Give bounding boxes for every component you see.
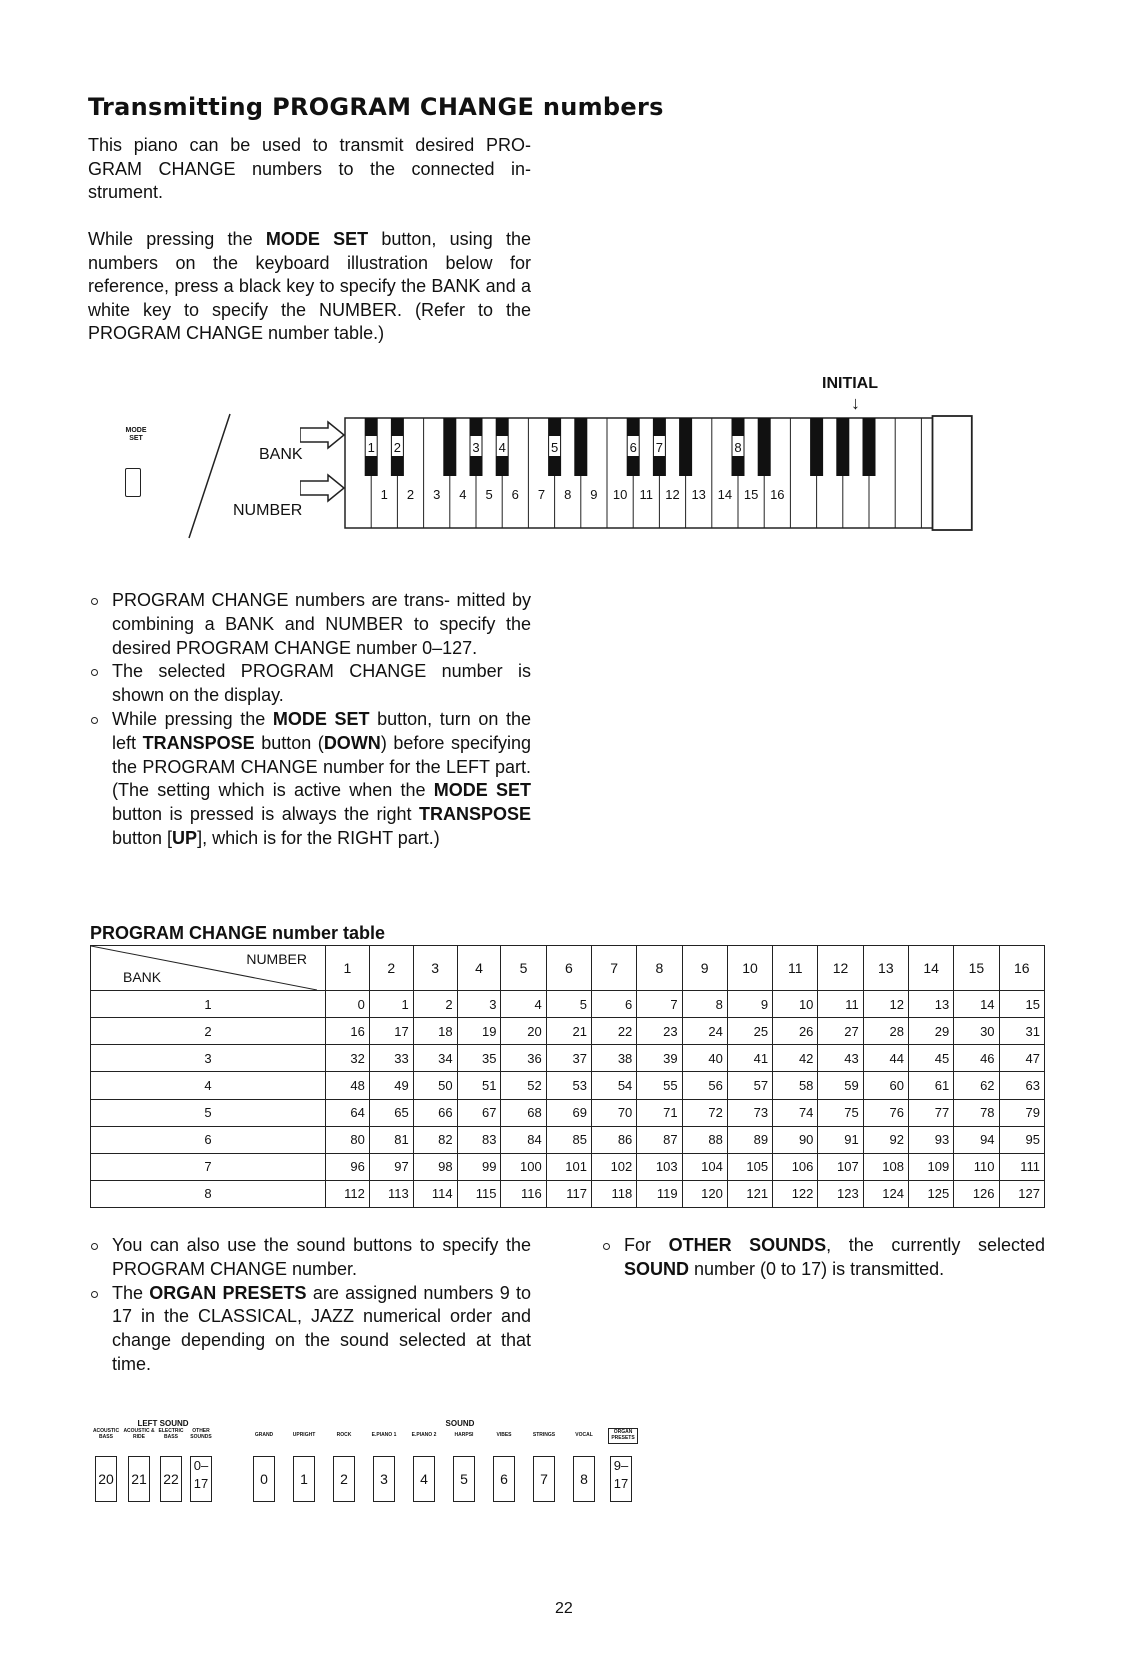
divider-slash xyxy=(185,412,235,540)
value-cell: 127 xyxy=(999,1180,1044,1207)
value-cell: 74 xyxy=(773,1099,818,1126)
value-cell: 43 xyxy=(818,1045,863,1072)
intro-paragraph: This piano can be used to transmit desired PRO- GRAM CHANGE numbers to the connected in- strument. xyxy=(88,135,531,202)
black-key xyxy=(863,418,876,476)
bank-key-label: 6 xyxy=(629,440,637,455)
left-sound-button[interactable]: 0–17 xyxy=(190,1456,212,1502)
value-cell: 29 xyxy=(908,1018,953,1045)
value-cell: 103 xyxy=(637,1153,682,1180)
number-key-label: 9 xyxy=(590,487,598,502)
sound-label: STRINGS xyxy=(532,1432,556,1438)
black-key xyxy=(810,418,823,476)
value-cell: 1 xyxy=(369,991,413,1018)
value-cell: 119 xyxy=(637,1180,682,1207)
list-item: The selected PROGRAM CHANGE number is shown on the display. xyxy=(88,660,531,708)
value-cell: 88 xyxy=(682,1126,727,1153)
bank-label: BANK xyxy=(259,446,303,463)
value-cell: 47 xyxy=(999,1045,1044,1072)
value-cell: 75 xyxy=(818,1099,863,1126)
value-cell: 77 xyxy=(908,1099,953,1126)
value-cell: 42 xyxy=(773,1045,818,1072)
value-cell: 66 xyxy=(413,1099,457,1126)
mode-set-button[interactable] xyxy=(125,468,141,497)
list-item: While pressing the MODE SET button, turn on the left TRANSPOSE button (DOWN) before specifying the PROGRAM CHANGE number for the LEFT part. (The setting which is active when the MODE SET button is pressed is always the right TRANSPOSE button [UP], which is for the RIGHT part.) xyxy=(88,708,531,851)
sound-label: GRAND xyxy=(254,1432,274,1438)
value-cell: 62 xyxy=(954,1072,999,1099)
sound-button[interactable]: 3 xyxy=(373,1456,395,1502)
value-cell: 7 xyxy=(637,991,682,1018)
program-change-notes xyxy=(88,589,531,851)
value-cell: 48 xyxy=(326,1072,370,1099)
keyboard-illustration xyxy=(300,410,1005,540)
value-cell: 107 xyxy=(818,1153,863,1180)
bank-key-label: 5 xyxy=(550,440,559,455)
value-cell: 85 xyxy=(546,1126,591,1153)
table-header-row xyxy=(91,946,1045,991)
value-cell: 80 xyxy=(326,1126,370,1153)
value-cell: 124 xyxy=(863,1180,908,1207)
instruction-paragraph: While pressing the MODE SET button, using the numbers on the keyboard illustration below for reference, press a black key to specify the BANK and a white key to specify the NUMBER. (Refer to the PROGRAM CHANGE number table.) xyxy=(88,229,531,343)
value-cell: 91 xyxy=(818,1126,863,1153)
value-cell: 79 xyxy=(999,1099,1044,1126)
value-cell: 109 xyxy=(908,1153,953,1180)
value-cell: 117 xyxy=(546,1180,591,1207)
bank-arrow-icon xyxy=(300,422,344,448)
value-cell: 70 xyxy=(592,1099,637,1126)
black-key xyxy=(574,418,587,476)
number-key-label: 15 xyxy=(743,487,759,502)
bank-cell: 7 xyxy=(91,1153,326,1180)
column-header: 8 xyxy=(637,946,682,991)
value-cell: 22 xyxy=(592,1018,637,1045)
value-cell: 61 xyxy=(908,1072,953,1099)
sound-label: ROCK xyxy=(336,1432,352,1438)
value-cell: 110 xyxy=(954,1153,999,1180)
value-cell: 28 xyxy=(863,1018,908,1045)
value-cell: 3 xyxy=(457,991,501,1018)
value-cell: 68 xyxy=(501,1099,546,1126)
sound-button[interactable]: 7 xyxy=(533,1456,555,1502)
value-cell: 18 xyxy=(413,1018,457,1045)
value-cell: 44 xyxy=(863,1045,908,1072)
table-row xyxy=(91,1099,1045,1126)
keyboard-body xyxy=(345,418,952,528)
sound-button[interactable]: 6 xyxy=(493,1456,515,1502)
column-header: 3 xyxy=(413,946,457,991)
number-axis-label: NUMBER xyxy=(246,951,307,967)
number-label: NUMBER xyxy=(233,502,303,519)
value-cell: 41 xyxy=(727,1045,772,1072)
value-cell: 20 xyxy=(501,1018,546,1045)
value-cell: 90 xyxy=(773,1126,818,1153)
column-header: 11 xyxy=(773,946,818,991)
value-cell: 89 xyxy=(727,1126,772,1153)
left-sound-label: ACOUSTIC & RIDE xyxy=(123,1428,155,1440)
value-cell: 55 xyxy=(637,1072,682,1099)
other-sounds-note xyxy=(600,1234,1045,1282)
sound-button[interactable]: 9–17 xyxy=(610,1456,632,1502)
value-cell: 52 xyxy=(501,1072,546,1099)
value-cell: 100 xyxy=(501,1153,546,1180)
value-cell: 13 xyxy=(908,991,953,1018)
value-cell: 34 xyxy=(413,1045,457,1072)
value-cell: 121 xyxy=(727,1180,772,1207)
value-cell: 113 xyxy=(369,1180,413,1207)
value-cell: 2 xyxy=(413,991,457,1018)
value-cell: 72 xyxy=(682,1099,727,1126)
left-sound-button[interactable]: 20 xyxy=(95,1456,117,1502)
value-cell: 86 xyxy=(592,1126,637,1153)
value-cell: 40 xyxy=(682,1045,727,1072)
column-header: 5 xyxy=(501,946,546,991)
value-cell: 63 xyxy=(999,1072,1044,1099)
list-item: For OTHER SOUNDS, the currently selected SOUND number (0 to 17) is transmitted. xyxy=(600,1234,1045,1282)
column-header: 2 xyxy=(369,946,413,991)
value-cell: 98 xyxy=(413,1153,457,1180)
value-cell: 99 xyxy=(457,1153,501,1180)
value-cell: 123 xyxy=(818,1180,863,1207)
sound-label: E.PIANO 2 xyxy=(411,1432,437,1438)
value-cell: 101 xyxy=(546,1153,591,1180)
value-cell: 65 xyxy=(369,1099,413,1126)
value-cell: 54 xyxy=(592,1072,637,1099)
black-key xyxy=(758,418,771,476)
value-cell: 96 xyxy=(326,1153,370,1180)
value-cell: 56 xyxy=(682,1072,727,1099)
table-row xyxy=(91,991,1045,1018)
bank-key-label: 1 xyxy=(367,440,375,455)
value-cell: 36 xyxy=(501,1045,546,1072)
value-cell: 6 xyxy=(592,991,637,1018)
list-item: You can also use the sound buttons to specify the PROGRAM CHANGE number. xyxy=(88,1234,531,1282)
value-cell: 67 xyxy=(457,1099,501,1126)
value-cell: 30 xyxy=(954,1018,999,1045)
sound-title: SOUND xyxy=(445,1419,475,1428)
value-cell: 102 xyxy=(592,1153,637,1180)
sound-button[interactable]: 8 xyxy=(573,1456,595,1502)
left-sound-button[interactable]: 21 xyxy=(128,1456,150,1502)
value-cell: 64 xyxy=(326,1099,370,1126)
value-cell: 51 xyxy=(457,1072,501,1099)
value-cell: 69 xyxy=(546,1099,591,1126)
sound-button[interactable]: 1 xyxy=(293,1456,315,1502)
value-cell: 97 xyxy=(369,1153,413,1180)
value-cell: 120 xyxy=(682,1180,727,1207)
bank-key-label: 2 xyxy=(393,440,402,455)
value-cell: 94 xyxy=(954,1126,999,1153)
value-cell: 0 xyxy=(326,991,370,1018)
value-cell: 84 xyxy=(501,1126,546,1153)
sound-button-panel xyxy=(90,1428,680,1508)
value-cell: 92 xyxy=(863,1126,908,1153)
bank-cell: 6 xyxy=(91,1126,326,1153)
value-cell: 16 xyxy=(326,1018,370,1045)
sound-label: UPRIGHT xyxy=(292,1432,316,1438)
initial-label: INITIAL xyxy=(822,375,878,392)
value-cell: 58 xyxy=(773,1072,818,1099)
value-cell: 38 xyxy=(592,1045,637,1072)
table-caption: PROGRAM CHANGE number table xyxy=(90,923,386,943)
table-row xyxy=(91,1126,1045,1153)
number-key-label: 1 xyxy=(380,487,388,502)
left-sound-label: ELECTRIC BASS xyxy=(158,1428,184,1440)
value-cell: 26 xyxy=(773,1018,818,1045)
value-cell: 49 xyxy=(369,1072,413,1099)
value-cell: 31 xyxy=(999,1018,1044,1045)
black-key xyxy=(443,418,456,476)
bank-key-label: 4 xyxy=(498,440,506,455)
table-row xyxy=(91,1153,1045,1180)
column-header: 9 xyxy=(682,946,727,991)
column-header: 16 xyxy=(999,946,1044,991)
page-number: 22 xyxy=(555,1600,573,1617)
value-cell: 9 xyxy=(727,991,772,1018)
number-key-label: 2 xyxy=(406,487,415,502)
value-cell: 83 xyxy=(457,1126,501,1153)
value-cell: 46 xyxy=(954,1045,999,1072)
column-header: 10 xyxy=(727,946,772,991)
program-change-table xyxy=(90,945,1045,1208)
black-key xyxy=(679,418,692,476)
value-cell: 108 xyxy=(863,1153,908,1180)
number-key-label: 5 xyxy=(485,487,493,502)
value-cell: 125 xyxy=(908,1180,953,1207)
value-cell: 111 xyxy=(999,1153,1044,1180)
value-cell: 59 xyxy=(818,1072,863,1099)
value-cell: 82 xyxy=(413,1126,457,1153)
value-cell: 50 xyxy=(413,1072,457,1099)
value-cell: 37 xyxy=(546,1045,591,1072)
value-cell: 33 xyxy=(369,1045,413,1072)
value-cell: 32 xyxy=(326,1045,370,1072)
column-header: 1 xyxy=(326,946,370,991)
value-cell: 95 xyxy=(999,1126,1044,1153)
number-key-label: 3 xyxy=(433,487,441,502)
sound-button-notes xyxy=(88,1234,531,1377)
column-header: 6 xyxy=(546,946,591,991)
value-cell: 122 xyxy=(773,1180,818,1207)
value-cell: 114 xyxy=(413,1180,457,1207)
bank-cell: 4 xyxy=(91,1072,326,1099)
bank-cell: 1 xyxy=(91,991,326,1018)
initial-key xyxy=(933,416,972,530)
value-cell: 115 xyxy=(457,1180,501,1207)
column-header: 7 xyxy=(592,946,637,991)
value-cell: 73 xyxy=(727,1099,772,1126)
bank-key-label: 8 xyxy=(734,440,742,455)
bank-key-label: 3 xyxy=(472,440,480,455)
value-cell: 39 xyxy=(637,1045,682,1072)
bank-cell: 8 xyxy=(91,1180,326,1207)
value-cell: 27 xyxy=(818,1018,863,1045)
value-cell: 81 xyxy=(369,1126,413,1153)
left-sound-label: OTHER SOUNDS xyxy=(190,1428,212,1440)
value-cell: 116 xyxy=(501,1180,546,1207)
table-row xyxy=(91,1018,1045,1045)
mode-set-label: MODE SET xyxy=(125,427,147,442)
left-sound-button[interactable]: 22 xyxy=(160,1456,182,1502)
left-sound-label: ACOUSTIC BASS xyxy=(92,1428,120,1440)
value-cell: 4 xyxy=(501,991,546,1018)
left-sound-title: LEFT SOUND xyxy=(137,1419,189,1428)
value-cell: 15 xyxy=(999,991,1044,1018)
sound-label: E.PIANO 1 xyxy=(371,1432,397,1438)
sound-button[interactable]: 2 xyxy=(333,1456,355,1502)
value-cell: 8 xyxy=(682,991,727,1018)
value-cell: 57 xyxy=(727,1072,772,1099)
value-cell: 71 xyxy=(637,1099,682,1126)
value-cell: 78 xyxy=(954,1099,999,1126)
page-title: Transmitting PROGRAM CHANGE numbers xyxy=(88,93,664,121)
number-arrow-icon xyxy=(300,475,344,501)
value-cell: 104 xyxy=(682,1153,727,1180)
value-cell: 17 xyxy=(369,1018,413,1045)
value-cell: 5 xyxy=(546,991,591,1018)
number-key-label: 7 xyxy=(537,487,546,502)
table-row xyxy=(91,1072,1045,1099)
table-row xyxy=(91,1180,1045,1207)
value-cell: 10 xyxy=(773,991,818,1018)
sound-label: HARPSI xyxy=(454,1432,474,1438)
value-cell: 14 xyxy=(954,991,999,1018)
value-cell: 126 xyxy=(954,1180,999,1207)
sound-label: VOCAL xyxy=(575,1432,593,1438)
sound-button[interactable]: 4 xyxy=(413,1456,435,1502)
number-key-label: 4 xyxy=(459,487,467,502)
bank-axis-label: BANK xyxy=(123,969,162,986)
column-header: 15 xyxy=(954,946,999,991)
value-cell: 24 xyxy=(682,1018,727,1045)
value-cell: 45 xyxy=(908,1045,953,1072)
bank-cell: 5 xyxy=(91,1099,326,1126)
value-cell: 76 xyxy=(863,1099,908,1126)
sound-button[interactable]: 0 xyxy=(253,1456,275,1502)
table-corner-cell xyxy=(91,946,326,991)
value-cell: 87 xyxy=(637,1126,682,1153)
value-cell: 25 xyxy=(727,1018,772,1045)
value-cell: 11 xyxy=(818,991,863,1018)
column-header: 12 xyxy=(818,946,863,991)
value-cell: 21 xyxy=(546,1018,591,1045)
number-key-label: 13 xyxy=(691,487,706,502)
table-row xyxy=(91,1045,1045,1072)
black-key xyxy=(836,418,849,476)
number-key-label: 8 xyxy=(564,487,572,502)
number-key-label: 11 xyxy=(639,487,654,502)
value-cell: 53 xyxy=(546,1072,591,1099)
initial-arrow-icon: ↓ xyxy=(851,393,860,413)
number-key-label: 6 xyxy=(511,487,519,502)
column-header: 14 xyxy=(908,946,953,991)
organ-presets-label: ORGAN PRESETS xyxy=(608,1428,638,1444)
bank-cell: 2 xyxy=(91,1018,326,1045)
value-cell: 23 xyxy=(637,1018,682,1045)
value-cell: 60 xyxy=(863,1072,908,1099)
list-item: PROGRAM CHANGE numbers are trans- mitted by combining a BANK and NUMBER to specify the desired PROGRAM CHANGE number 0–127. xyxy=(88,589,531,660)
value-cell: 12 xyxy=(863,991,908,1018)
sound-button[interactable]: 5 xyxy=(453,1456,475,1502)
list-item: The ORGAN PRESETS are assigned numbers 9 to 17 in the CLASSICAL, JAZZ numerical order and change depending on the sound selected at that time. xyxy=(88,1282,531,1377)
value-cell: 106 xyxy=(773,1153,818,1180)
number-key-label: 10 xyxy=(612,487,628,502)
column-header: 4 xyxy=(457,946,501,991)
value-cell: 118 xyxy=(592,1180,637,1207)
sound-label: VIBES xyxy=(496,1432,512,1438)
value-cell: 35 xyxy=(457,1045,501,1072)
bank-key-label: 7 xyxy=(655,440,664,455)
value-cell: 105 xyxy=(727,1153,772,1180)
number-key-label: 12 xyxy=(665,487,680,502)
number-key-label: 14 xyxy=(717,487,733,502)
value-cell: 112 xyxy=(326,1180,370,1207)
value-cell: 93 xyxy=(908,1126,953,1153)
value-cell: 19 xyxy=(457,1018,501,1045)
column-header: 13 xyxy=(863,946,908,991)
number-key-label: 16 xyxy=(770,487,785,502)
bank-cell: 3 xyxy=(91,1045,326,1072)
